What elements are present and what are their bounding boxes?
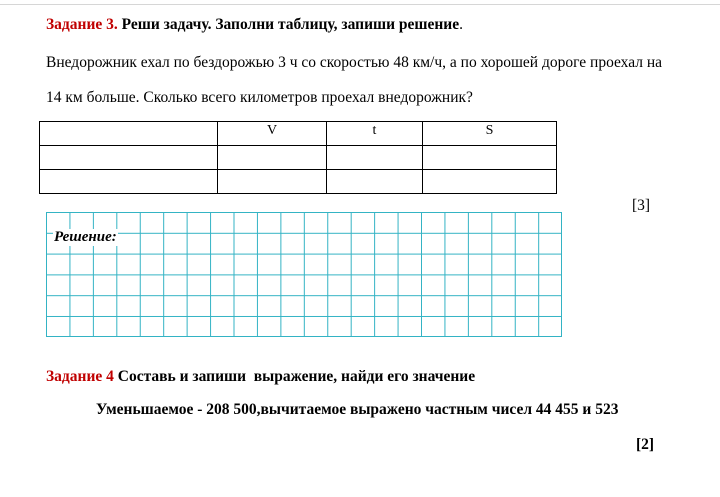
page-top-border <box>0 0 720 5</box>
table-cell[interactable] <box>40 170 218 194</box>
table-cell[interactable] <box>40 146 218 170</box>
task4-instruction: Составь и запиши выражение, найди его значение <box>117 368 476 385</box>
table-row <box>40 170 557 194</box>
task3-points: [3] <box>632 197 651 214</box>
table-cell[interactable] <box>423 170 557 194</box>
table-row <box>40 146 557 170</box>
task3-problem-line-1: Внедорожник ехал по бездорожью 3 ч со скоростью 48 км/ч, а по хорошей дороге проехал на <box>46 54 663 71</box>
table-header-empty[interactable] <box>40 122 218 146</box>
table-cell[interactable] <box>327 170 423 194</box>
task3-problem-line-2: 14 км больше. Сколько всего километров проехал внедорожник? <box>46 89 473 106</box>
table-header-s[interactable]: S <box>423 122 557 146</box>
solution-grid[interactable] <box>46 212 562 337</box>
task3-table <box>39 121 557 194</box>
table-header-t[interactable]: t <box>327 122 423 146</box>
task4-number: Задание 4 <box>46 368 114 385</box>
table-cell[interactable] <box>327 146 423 170</box>
table-cell[interactable] <box>423 146 557 170</box>
task3-number: Задание 3. <box>46 16 118 33</box>
table-header-row <box>40 122 557 146</box>
task4-heading <box>46 368 475 386</box>
task3-period: . <box>459 16 463 33</box>
table-header-v[interactable]: V <box>218 122 327 146</box>
task4-points: [2] <box>636 436 655 453</box>
task3-instruction: Реши задачу. Заполни таблицу, запиши решение <box>121 16 460 33</box>
solution-label: Решение: <box>54 229 117 245</box>
table-cell[interactable] <box>218 146 327 170</box>
table-cell[interactable] <box>218 170 327 194</box>
task3-heading <box>46 16 463 34</box>
task4-statement: Уменьшаемое - 208 500,вычитаемое выражено частным чисел 44 455 и 523 <box>96 401 619 418</box>
